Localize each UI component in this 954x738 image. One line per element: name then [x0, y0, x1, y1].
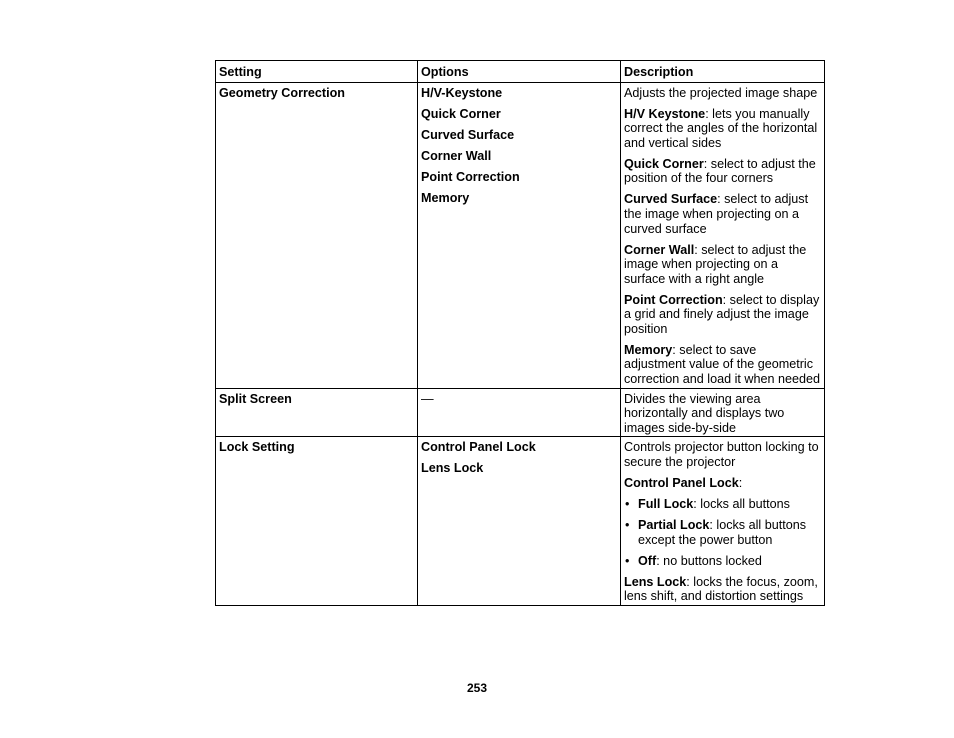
bullet-item: [624, 554, 821, 569]
table-row: [216, 388, 825, 437]
description-text: : select to adjust the image when projecting on a surface with a right angle: [624, 242, 807, 286]
options-cell: [418, 437, 621, 605]
header-setting: Setting: [216, 61, 418, 83]
description-cell: [621, 437, 825, 605]
description-term: Control Panel Lock: [624, 475, 739, 490]
description-term: Memory: [624, 342, 673, 357]
description-text: : lets you manually correct the angles of the horizontal and vertical sides: [624, 106, 818, 150]
option-item: Lens Lock: [421, 461, 484, 476]
header-options: Options: [418, 61, 621, 83]
description-paragraph: [624, 107, 821, 151]
option-item: Memory: [421, 190, 470, 205]
bullet-item: [624, 518, 821, 547]
description-term: Curved Surface: [624, 192, 718, 207]
description-paragraph: [624, 86, 821, 101]
description-paragraph: [624, 293, 821, 337]
description-text: : select to save adjustment value of the geometric correction and load it when needed: [624, 342, 821, 387]
option-item: Point Correction: [421, 169, 520, 184]
description-text: Controls projector button locking to secure the projector: [624, 440, 819, 469]
table-row: [216, 437, 825, 605]
description-paragraph: [624, 157, 821, 186]
bullet-icon: •: [625, 496, 630, 511]
description-paragraph: [624, 440, 821, 469]
bullet-term: Full Lock: [638, 496, 694, 511]
description-text: :: [738, 475, 743, 490]
bullet-text: : no buttons locked: [656, 553, 762, 568]
description-term: Quick Corner: [624, 156, 704, 171]
description-cell: [621, 82, 825, 388]
bullet-icon: •: [625, 517, 630, 532]
setting-cell: Lock Setting: [216, 437, 418, 605]
bullet-icon: •: [625, 553, 630, 568]
description-paragraph: [624, 343, 821, 387]
page-number: 253: [466, 681, 488, 695]
option-item: Corner Wall: [421, 148, 492, 163]
options-cell: [418, 388, 621, 437]
option-item: Control Panel Lock: [421, 440, 536, 455]
description-term: H/V Keystone: [624, 106, 706, 121]
table-body: [216, 82, 825, 605]
bullet-text: : locks all buttons except the power button: [638, 517, 807, 547]
settings-table: [215, 60, 825, 606]
description-text: : locks the focus, zoom, lens shift, and distortion settings: [624, 574, 818, 604]
header-row: [216, 61, 825, 83]
description-text: : select to adjust the image when projecting on a curved surface: [624, 192, 809, 236]
description-paragraph: [624, 192, 821, 236]
description-text: Divides the viewing area horizontally and displays two images side-by-side: [624, 391, 785, 435]
bullet-item: [624, 497, 821, 512]
setting-cell: Geometry Correction: [216, 82, 418, 388]
table-row: [216, 82, 825, 388]
option-item: H/V-Keystone: [421, 85, 503, 100]
setting-cell: Split Screen: [216, 388, 418, 437]
bullet-term: Partial Lock: [638, 517, 710, 532]
description-text: : select to adjust the position of the four corners: [624, 156, 816, 186]
table-header: [216, 61, 825, 83]
description-paragraph: [624, 476, 821, 491]
description-cell: [621, 388, 825, 437]
description-term: Corner Wall: [624, 242, 695, 257]
option-item: —: [421, 391, 434, 406]
description-paragraph: [624, 392, 821, 436]
bullet-list: [624, 497, 821, 568]
description-paragraph: [624, 575, 821, 604]
description-text: Adjusts the projected image shape: [624, 85, 818, 100]
bullet-term: Off: [638, 553, 657, 568]
description-paragraph: [624, 243, 821, 287]
description-term: Lens Lock: [624, 574, 687, 589]
bullet-text: : locks all buttons: [693, 496, 790, 511]
description-text: : select to display a grid and finely adjust the image position: [624, 292, 820, 336]
header-description: Description: [621, 61, 825, 83]
options-cell: [418, 82, 621, 388]
option-item: Curved Surface: [421, 127, 515, 142]
description-term: Point Correction: [624, 292, 723, 307]
option-item: Quick Corner: [421, 106, 501, 121]
